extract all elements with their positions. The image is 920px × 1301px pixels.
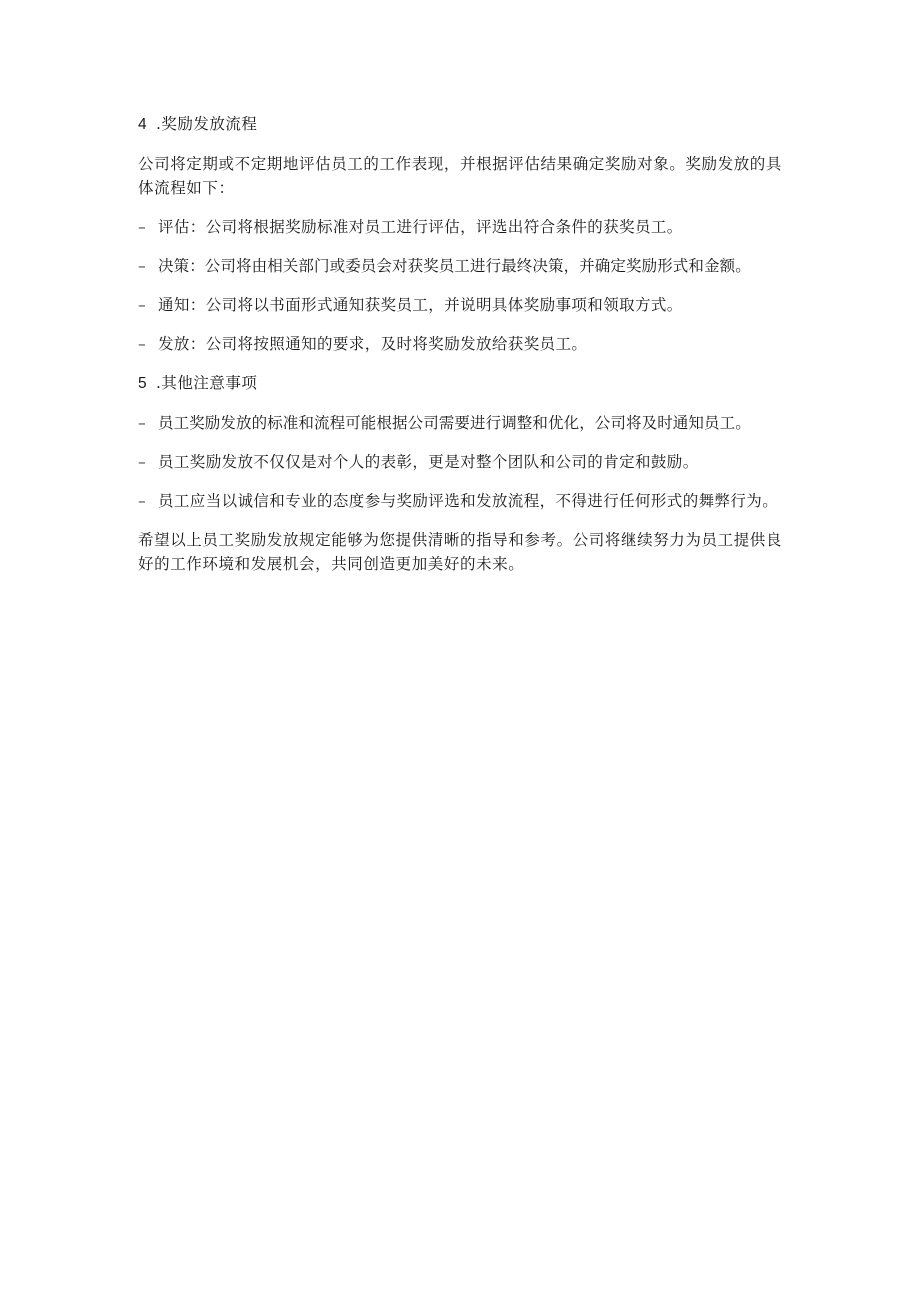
list-item: [138, 489, 790, 513]
list-item-text: 决策：公司将由相关部门或委员会对获奖员工进行最终决策，并确定奖励形式和金额。: [158, 257, 751, 275]
section-5-title: .其他注意事项: [156, 374, 258, 392]
list-item-text: 员工奖励发放不仅仅是对个人的表彰，更是对整个团队和公司的肯定和鼓励。: [158, 453, 699, 471]
dash-marker: –: [138, 218, 147, 236]
section-4-number: 4: [138, 116, 148, 133]
section-5-number: 5: [138, 375, 148, 392]
list-item: [138, 254, 790, 278]
list-item-text: 发放：公司将按照通知的要求，及时将奖励发放给获奖员工。: [158, 335, 588, 353]
document-page: [138, 112, 790, 591]
section-4-title: .奖励发放流程: [156, 115, 258, 133]
dash-marker: –: [138, 414, 146, 432]
section-5-heading: [138, 371, 790, 396]
list-item-text: 员工应当以诚信和专业的态度参与奖励评选和发放流程，不得进行任何形式的舞弊行为。: [158, 492, 779, 510]
dash-marker: –: [138, 257, 146, 275]
list-item: [138, 411, 790, 435]
list-item-text: 评估：公司将根据奖励标准对员工进行评估，评选出符合条件的获奖员工。: [158, 218, 683, 236]
list-item: [138, 332, 790, 356]
section-4-intro: 公司将定期或不定期地评估员工的工作表现，并根据评估结果确定奖励对象。奖励发放的具体流程如下：: [138, 155, 783, 197]
list-item: [138, 450, 790, 474]
dash-marker: –: [138, 453, 147, 471]
list-item-text: 通知：公司将以书面形式通知获奖员工，并说明具体奖励事项和领取方式。: [158, 296, 683, 314]
section-4-heading: [138, 112, 790, 137]
dash-marker: –: [138, 335, 147, 353]
dash-marker: –: [138, 492, 147, 510]
dash-marker: –: [138, 296, 147, 314]
list-item-text: 员工奖励发放的标准和流程可能根据公司需要进行调整和优化，公司将及时通知员工。: [158, 414, 751, 432]
closing-paragraph: 希望以上员工奖励发放规定能够为您提供清晰的指导和参考。公司将继续努力为员工提供良好的工作环境和发展机会，共同创造更加美好的未来。: [138, 531, 783, 573]
list-item: [138, 215, 790, 239]
list-item: [138, 293, 790, 317]
